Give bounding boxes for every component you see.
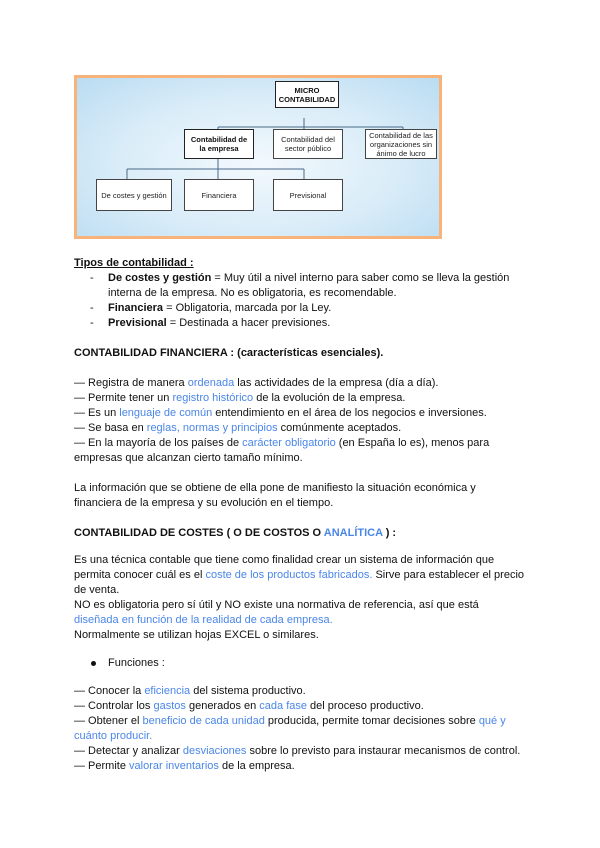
text-run: del sistema productivo. xyxy=(190,685,306,697)
text-run: comúnmente aceptados. xyxy=(277,422,402,434)
highlight-beneficio: beneficio de cada unidad xyxy=(142,715,265,727)
highlight-ordenada: ordenada xyxy=(187,377,235,389)
costes-paragraph: de venta. xyxy=(74,584,120,596)
text-run: del proceso productivo. xyxy=(307,700,424,712)
text-run: ) : xyxy=(382,527,397,539)
funcion-line xyxy=(74,759,295,774)
tipos-desc: = Destinada a hacer previsiones. xyxy=(166,317,331,329)
highlight-reglas: reglas, normas y principios xyxy=(146,422,278,434)
financiera-line xyxy=(74,421,401,436)
list-dash: - xyxy=(90,302,94,314)
tipos-item-previsional xyxy=(108,316,330,331)
highlight-lenguaje-comun: lenguaje de común xyxy=(119,407,213,419)
costes-paragraph xyxy=(74,568,524,583)
node-micro-contabilidad: MICRO CONTABILIDAD xyxy=(275,81,339,108)
highlight-que-y: qué y xyxy=(478,715,506,727)
text-run: — Conocer la xyxy=(74,685,145,697)
contabilidad-diagram xyxy=(74,75,442,239)
financiera-line xyxy=(74,391,405,406)
text-run: de la empresa. xyxy=(218,760,295,772)
tipos-desc: = Obligatoria, marcada por la Ley. xyxy=(163,302,332,314)
funcion-line xyxy=(74,744,520,759)
text-run: CONTABILIDAD DE COSTES ( O DE COSTOS O xyxy=(74,527,324,539)
node-costes-gestion: De costes y gestión xyxy=(96,179,172,211)
text-run: — Detectar y analizar xyxy=(74,745,183,757)
list-dash: - xyxy=(90,272,94,284)
tipos-item-costes xyxy=(108,271,509,286)
node-previsional: Previsional xyxy=(273,179,343,211)
highlight-eficiencia: eficiencia xyxy=(144,685,191,697)
highlight-caracter-obligatorio: carácter obligatorio xyxy=(242,437,336,449)
highlight-cuanto-producir: cuánto producir. xyxy=(74,730,153,742)
tipos-term: Financiera xyxy=(108,302,164,314)
highlight-desviaciones: desviaciones xyxy=(182,745,247,757)
financiera-heading: CONTABILIDAD FINANCIERA : (características esenciales). xyxy=(74,347,384,359)
costes-paragraph: Es una técnica contable que tiene como finalidad crear un sistema de información que xyxy=(74,554,495,566)
funcion-line xyxy=(74,714,506,729)
highlight-coste-productos: coste de los productos fabricados. xyxy=(205,569,373,581)
text-run: de la evolución de la empresa. xyxy=(253,392,406,404)
bullet-dot xyxy=(91,661,96,666)
node-financiera: Financiera xyxy=(184,179,254,211)
text-run: — Permite tener un xyxy=(74,392,173,404)
text-run: entendimiento en el área de los negocios e inversiones. xyxy=(212,407,487,419)
diagram-background xyxy=(77,78,439,236)
tipos-term: Previsional xyxy=(108,317,167,329)
node-sector-publico: Contabilidad del sector público xyxy=(273,129,343,159)
funcion-line xyxy=(74,699,424,714)
costes-paragraph: Normalmente se utilizan hojas EXCEL o similares. xyxy=(74,629,319,641)
tipos-heading: Tipos de contabilidad : xyxy=(74,257,194,269)
financiera-line xyxy=(74,376,438,391)
tipos-item-costes-cont: interna de la empresa. No es obligatoria, es recomendable. xyxy=(108,287,397,299)
text-run: producida, permite tomar decisiones sobre xyxy=(264,715,479,727)
financiera-line xyxy=(74,406,487,421)
text-run: — Obtener el xyxy=(74,715,143,727)
node-contabilidad-empresa: Contabilidad de la empresa xyxy=(184,129,254,159)
highlight-valorar-inventarios: valorar inventarios xyxy=(129,760,219,772)
text-run: generados en xyxy=(185,700,260,712)
highlight-disenada: diseñada en función de la realidad de cada empresa. xyxy=(74,614,333,626)
financiera-paragraph: La información que se obtiene de ella pone de manifiesto la situación económica y xyxy=(74,482,476,494)
text-run: — Registra de manera xyxy=(74,377,188,389)
tipos-desc: = Muy útil a nivel interno para saber como se lleva la gestión xyxy=(211,272,510,284)
text-run: las actividades de la empresa (día a día). xyxy=(234,377,439,389)
text-run: — Controlar los xyxy=(74,700,154,712)
text-run: sobre lo previsto para instaurar mecanismos de control. xyxy=(246,745,521,757)
text-run: — En la mayoría de los países de xyxy=(74,437,243,449)
costes-paragraph: NO es obligatoria pero sí útil y NO existe una normativa de referencia, así que está xyxy=(74,599,479,611)
text-run: — Permite xyxy=(74,760,130,772)
costes-heading xyxy=(74,526,396,541)
financiera-line xyxy=(74,436,489,451)
tipos-term: De costes y gestión xyxy=(108,272,212,284)
text-run: — Es un xyxy=(74,407,120,419)
funcion-line xyxy=(74,684,306,699)
tipos-item-financiera xyxy=(108,301,331,316)
highlight-gastos: gastos xyxy=(153,700,186,712)
funciones-label: Funciones : xyxy=(108,657,165,669)
list-dash: - xyxy=(90,317,94,329)
highlight-analitica: ANALÍTICA xyxy=(323,527,383,539)
node-organizaciones-sin-lucro: Contabilidad de las organizaciones sin ánimo de lucro xyxy=(365,129,437,159)
text-run: (en España lo es), menos para xyxy=(335,437,490,449)
highlight-cada-fase: cada fase xyxy=(259,700,307,712)
financiera-line: empresas que alcanzan cierto tamaño mínimo. xyxy=(74,452,303,464)
highlight-registro-historico: registro histórico xyxy=(172,392,254,404)
text-run: Sirve para establecer el precio xyxy=(372,569,525,581)
financiera-paragraph: financiera de la empresa y su evolución en el tiempo. xyxy=(74,497,334,509)
text-run: — Se basa en xyxy=(74,422,147,434)
text-run: permita conocer cuál es el xyxy=(74,569,206,581)
